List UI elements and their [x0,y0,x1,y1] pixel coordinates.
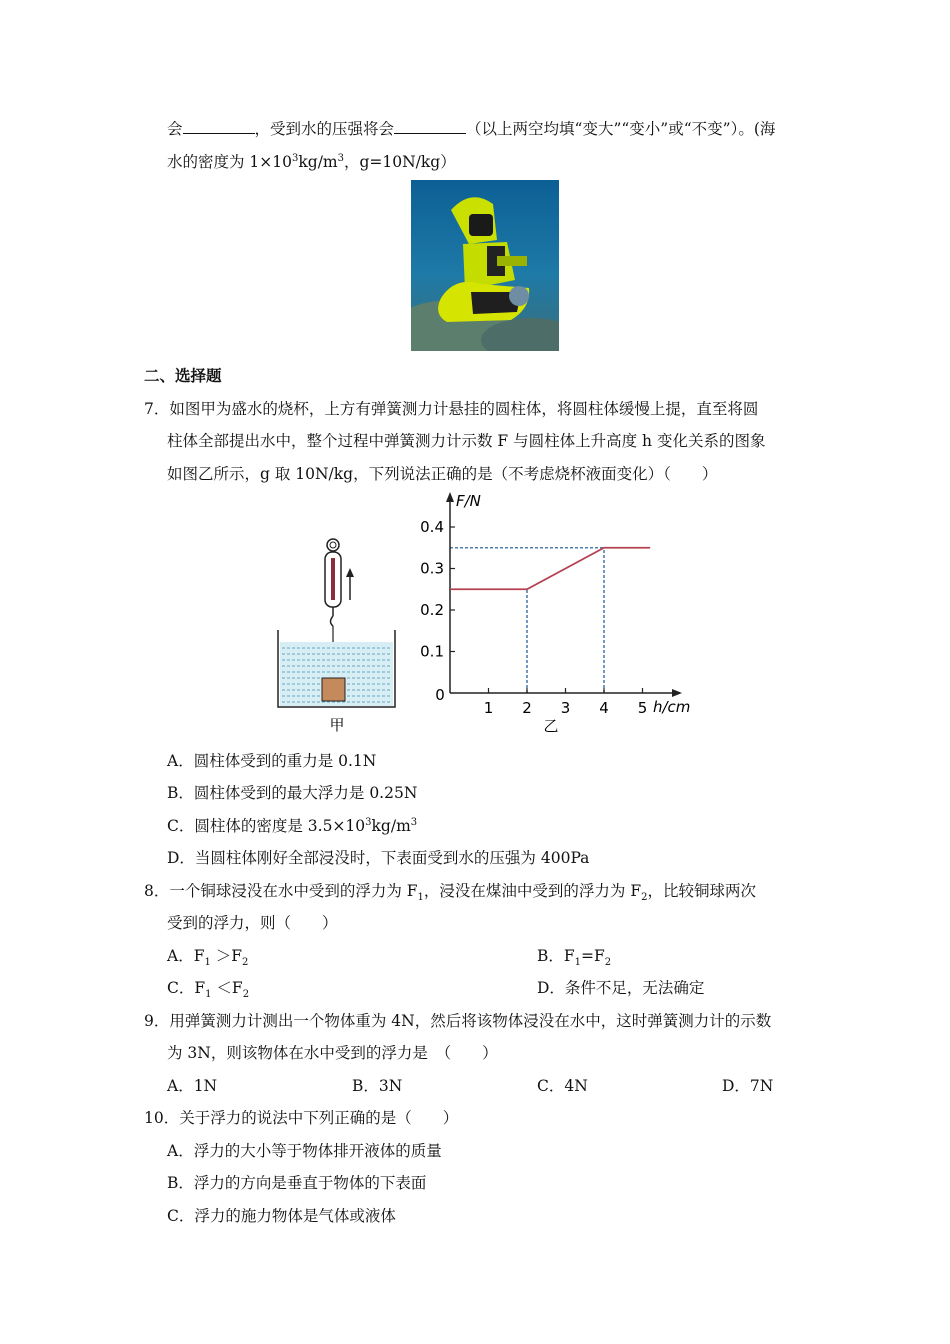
option-text: A．F [167,947,205,965]
q9-stem-line-1: 9．用弹簧测力计测出一个物体重为 4N，然后将该物体浸没在水中，这时弹簧测力计的示数 [144,1012,772,1030]
q8-stem-line-1 [144,879,756,903]
y-tick-label: 0.3 [420,559,444,578]
superscript: 3 [292,152,299,164]
section-title: 二、选择题 [144,366,222,385]
arrow-head [346,568,354,577]
x-tick-label: 4 [599,699,609,717]
scale-ring-inner [330,542,336,548]
subscript: 1 [204,957,211,969]
intro-text: kg/m [298,153,338,171]
subscript: 1 [417,892,424,904]
subscript: 2 [604,957,612,969]
cylinder-block [322,678,345,701]
origin-label: 0 [435,686,445,704]
intro-text: ，g=10N/kg） [343,153,456,171]
q9-option-b[interactable]: B．3N [352,1077,403,1095]
superscript: 3 [337,152,344,164]
beaker-figure [270,530,410,740]
option-text: B．F [537,947,575,965]
q7-option-c[interactable] [167,814,417,836]
answer-blank[interactable] [394,119,466,134]
figure-caption-left: 甲 [329,716,345,734]
subscript: 2 [242,989,250,1001]
q7-stem-line-1: 7．如图甲为盛水的烧杯，上方有弹簧测力计悬挂的圆柱体，将圆柱体缓慢上提，直至将圆 [144,400,759,418]
superscript: 3 [365,816,372,828]
stem-text: ，浸没在煤油中受到的浮力为 F [423,882,642,900]
y-tick-label: 0.1 [420,642,444,661]
intro-line-2 [167,150,456,172]
y-tick-label: 0.2 [420,601,444,619]
q10-option-c[interactable]: C．浮力的施力物体是气体或液体 [167,1207,396,1225]
q8-stem-line-2: 受到的浮力，则（ ） [167,914,338,932]
intro-text: 会 [167,120,183,138]
q8-option-b[interactable] [537,944,611,968]
x-tick-label: 1 [483,699,494,717]
q9-stem-line-2: 为 3N，则该物体在水中受到的浮力是 （ ） [167,1044,498,1062]
option-text: =F [581,947,605,965]
option-text: kg/m [371,817,411,835]
option-text: C．圆柱体的密度是 3.5×10 [167,817,366,835]
x-tick-label: 3 [560,699,571,717]
q10-option-a[interactable]: A．浮力的大小等于物体排开液体的质量 [167,1142,442,1160]
q8-option-d[interactable]: D．条件不足，无法确定 [537,979,705,997]
q7-stem-line-3: 如图乙所示，g 取 10N/kg，下列说法正确的是（不考虑烧杯液面变化）（ ） [167,465,718,483]
force-series-line [450,548,650,590]
x-axis-arrow [672,689,682,697]
option-text: ＞F [210,947,243,965]
option-text: ＜F [211,979,243,997]
intro-text: （以上两空均填“变大”“变小”或“不变”）。(海 [466,120,776,138]
stem-text: ，比较铜球两次 [647,882,756,900]
q10-stem: 10．关于浮力的说法中下列正确的是（ ） [144,1109,459,1127]
q7-option-a[interactable]: A．圆柱体受到的重力是 0.1N [167,752,377,770]
force-height-chart [420,488,710,740]
scale-hook [331,616,334,626]
subscript: 2 [242,957,249,969]
q7-option-d[interactable]: D．当圆柱体刚好全部浸没时，下表面受到水的压强为 400Pa [167,849,590,867]
q8-option-c[interactable] [167,976,249,1000]
spring-scale-indicator [331,558,335,600]
q9-option-a[interactable]: A．1N [167,1077,218,1095]
q7-option-b[interactable]: B．圆柱体受到的最大浮力是 0.25N [167,784,418,802]
intro-line-1 [167,117,775,139]
diving-vehicle-photo [411,180,559,351]
superscript: 3 [410,816,418,828]
q9-option-d[interactable]: D．7N [722,1077,774,1095]
x-tick-label: 5 [637,699,648,717]
scale-ring [327,539,339,551]
subscript: 1 [205,989,212,1001]
q9-option-c[interactable]: C．4N [537,1077,588,1095]
intro-text: ，受到水的压强将会 [254,120,395,138]
q10-option-b[interactable]: B．浮力的方向是垂直于物体的下表面 [167,1174,427,1192]
y-axis-label: F/N [456,492,481,510]
subscript: 1 [574,957,582,969]
subscript: 2 [641,892,648,904]
x-tick-label: 2 [522,699,532,717]
figure-caption-right: 乙 [543,717,559,735]
q7-stem-line-2: 柱体全部提出水中，整个过程中弹簧测力计示数 F 与圆柱体上升高度 h 变化关系的图象 [167,432,766,450]
x-axis-label: h/cm [653,698,691,716]
stem-text: 8．一个铜球浸没在水中受到的浮力为 F [144,882,418,900]
y-axis-arrow [446,492,454,502]
intro-text: 水的密度为 1×10 [167,153,292,171]
answer-blank[interactable] [183,119,255,134]
option-text: C．F [167,979,206,997]
q8-option-a[interactable] [167,944,248,968]
y-tick-label: 0.4 [420,518,444,536]
